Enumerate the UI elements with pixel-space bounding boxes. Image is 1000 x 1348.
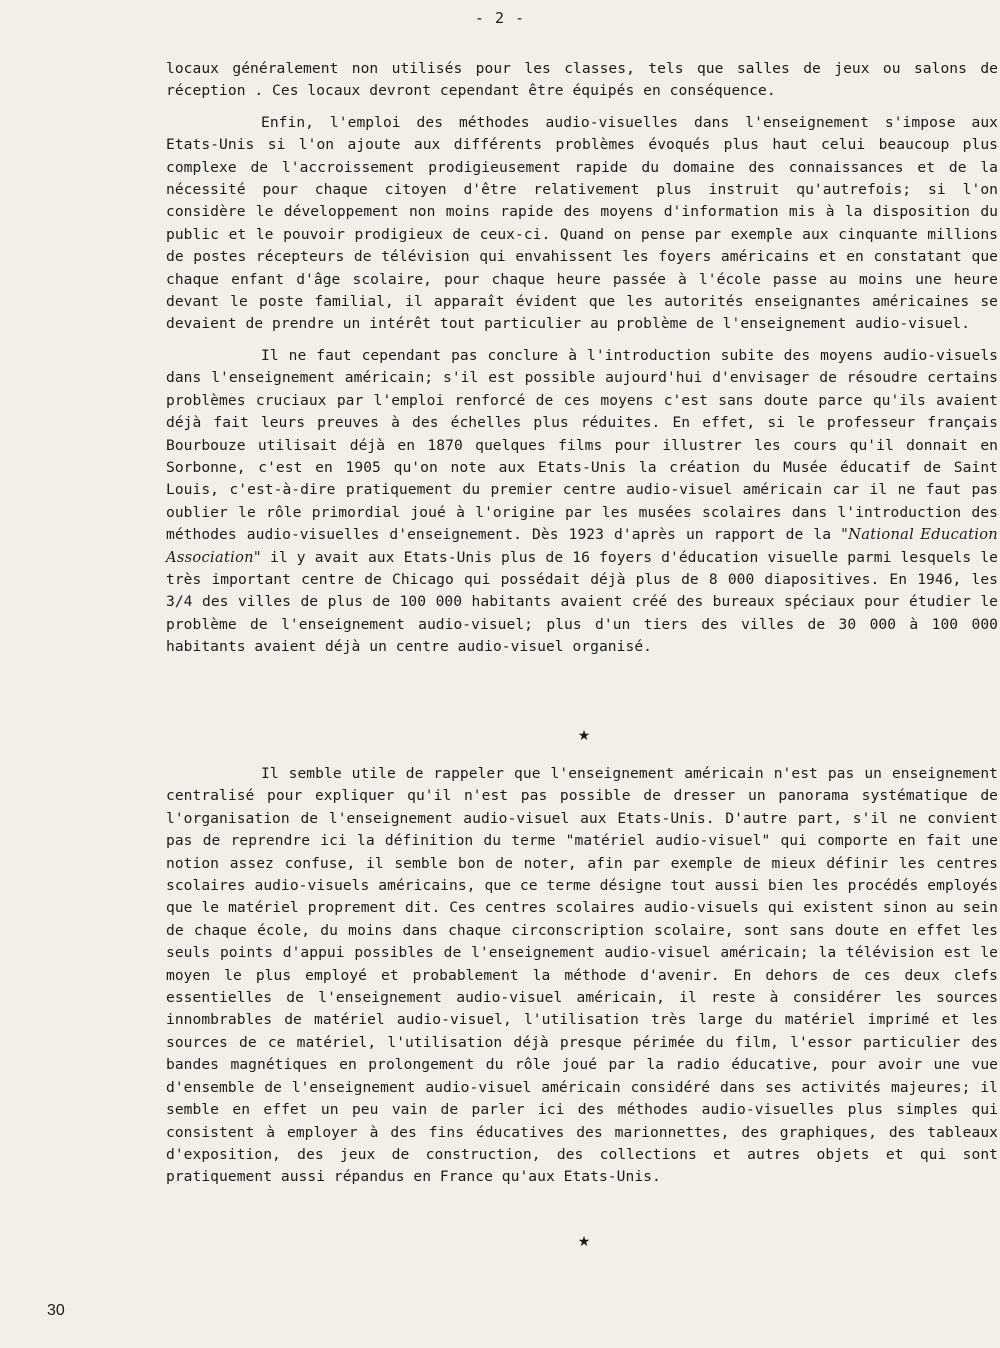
paragraph-3 [166,345,998,659]
organization-title: "National Education Association" [166,526,998,566]
document-body-continued [166,763,998,1189]
paragraph-1: locaux généralement non utilisés pour les classes, tels que salles de jeux ou salons de réception . Ces locaux devront cependant être équipés en conséquence. [166,60,998,100]
section-separator-star-1: ★ [577,728,591,744]
document-body [166,58,998,659]
paragraph-3-text-before: Il ne faut cependant pas conclure à l'introduction subite des moyens audio-visuels dans l'enseignement américain; s'il est possible aujourd'hui d'envisager de résoudre certains problèmes cruciaux par l'emploi renforcé de ces moyens c'est sans doute parce qu'ils avaient déjà fait leurs preuves à des échelles plus réduites. En effet, si le professeur français Bourbouze utilisait déjà en 1870 quelques films pour illustrer les cours qu'il donnait en Sorbonne, c'est en 1905 qu'on note aux Etats-Unis la création du Musée éducatif de Saint Louis, c'est-à-dire pratiquement du premier centre audio-visuel américain car il ne faut pas oublier le rôle primordial joué à l'origine par les musées scolaires dans l'introduction des méthodes audio-visuelles d'enseignement. Dès 1923 d'après un rapport de la [166,346,998,544]
page-number: 30 [47,1302,65,1319]
paragraph-4: Il semble utile de rappeler que l'enseignement américain n'est pas un enseignement centralisé pour expliquer qu'il n'est pas possible de dresser un panorama systématique de l'organisation de l'enseignement audio-visuel aux Etats-Unis. D'autre part, s'il ne convient pas de reprendre ici la définition du terme "matériel audio-visuel" qui comporte en fait une notion assez confuse, il semble bon de noter, afin par exemple de mieux définir les centres scolaires audio-visuels américains, que ce terme désigne tout aussi bien les procédés employés que le matériel proprement dit. Ces centres scolaires audio-visuels qui existent sinon au sein de chaque école, du moins dans chaque circonscription scolaire, sont sans doute en effet les seuls points d'appui possibles de l'enseignement audio-visuel américain; la télévision est le moyen le plus employé et probablement la méthode d'avenir. En dehors de ces deux clefs essentielles de l'enseignement audio-visuel américain, il reste à considérer les sources innombrables de matériel audio-visuel, l'utilisation très large du matériel imprimé et les sources de ce matériel, l'utilisation déjà presque périmée du film, l'essor particulier des bandes magnétiques en prolongement du rôle joué par la radio éducative, pour avoir une vue d'ensemble de l'enseignement audio-visuel américain considéré dans ses activités majeures; il semble en effet un peu vain de parler ici des méthodes audio-visuelles plus simples qui consistent à employer à des fins éducatives des marionnettes, des graphiques, des tableaux d'exposition, des jeux de construction, des collections et autres objets et qui sont pratiquement aussi répandus en France qu'aux Etats-Unis. [166,765,998,1186]
paragraph-3-text-after: il y avait aux Etats-Unis plus de 16 foyers d'éducation visuelle parmi lesquels le très important centre de Chicago qui possédait déjà plus de 8 000 diapositives. En 1946, les 3/4 des villes de plus de 100 000 habitants avaient créé des bureaux spéciaux pour étudier le problème de l'enseignement audio-visuel; plus d'un tiers des villes de 30 000 à 100 000 habitants avaient déjà un centre audio-visuel organisé. [166,548,998,656]
page-header-number: - 2 - [474,9,526,27]
paragraph-2: Enfin, l'emploi des méthodes audio-visuelles dans l'enseignement s'impose aux Etats-Unis si l'on ajoute aux différents problèmes évoqués plus haut celui beaucoup plus complexe de l'accroissement prodigieusement rapide du domaine des connaissances et de la nécessité pour chaque citoyen d'être relativement plus instruit qu'autrefois; si l'on considère le développement non moins rapide des moyens d'information mis à la disposition du public et le pouvoir prodigieux de ceux-ci. Quand on pense par exemple aux cinquante millions de postes récepteurs de télévision qui envahissent les foyers américains et en constatant que chaque enfant d'âge scolaire, pour chaque heure passée à l'école passe au moins une heure devant le poste familial, il apparaît évident que les autorités enseignantes américaines se devaient de prendre un intérêt tout particulier au problème de l'enseignement audio-visuel. [166,113,998,333]
section-separator-star-2: ★ [577,1234,591,1250]
